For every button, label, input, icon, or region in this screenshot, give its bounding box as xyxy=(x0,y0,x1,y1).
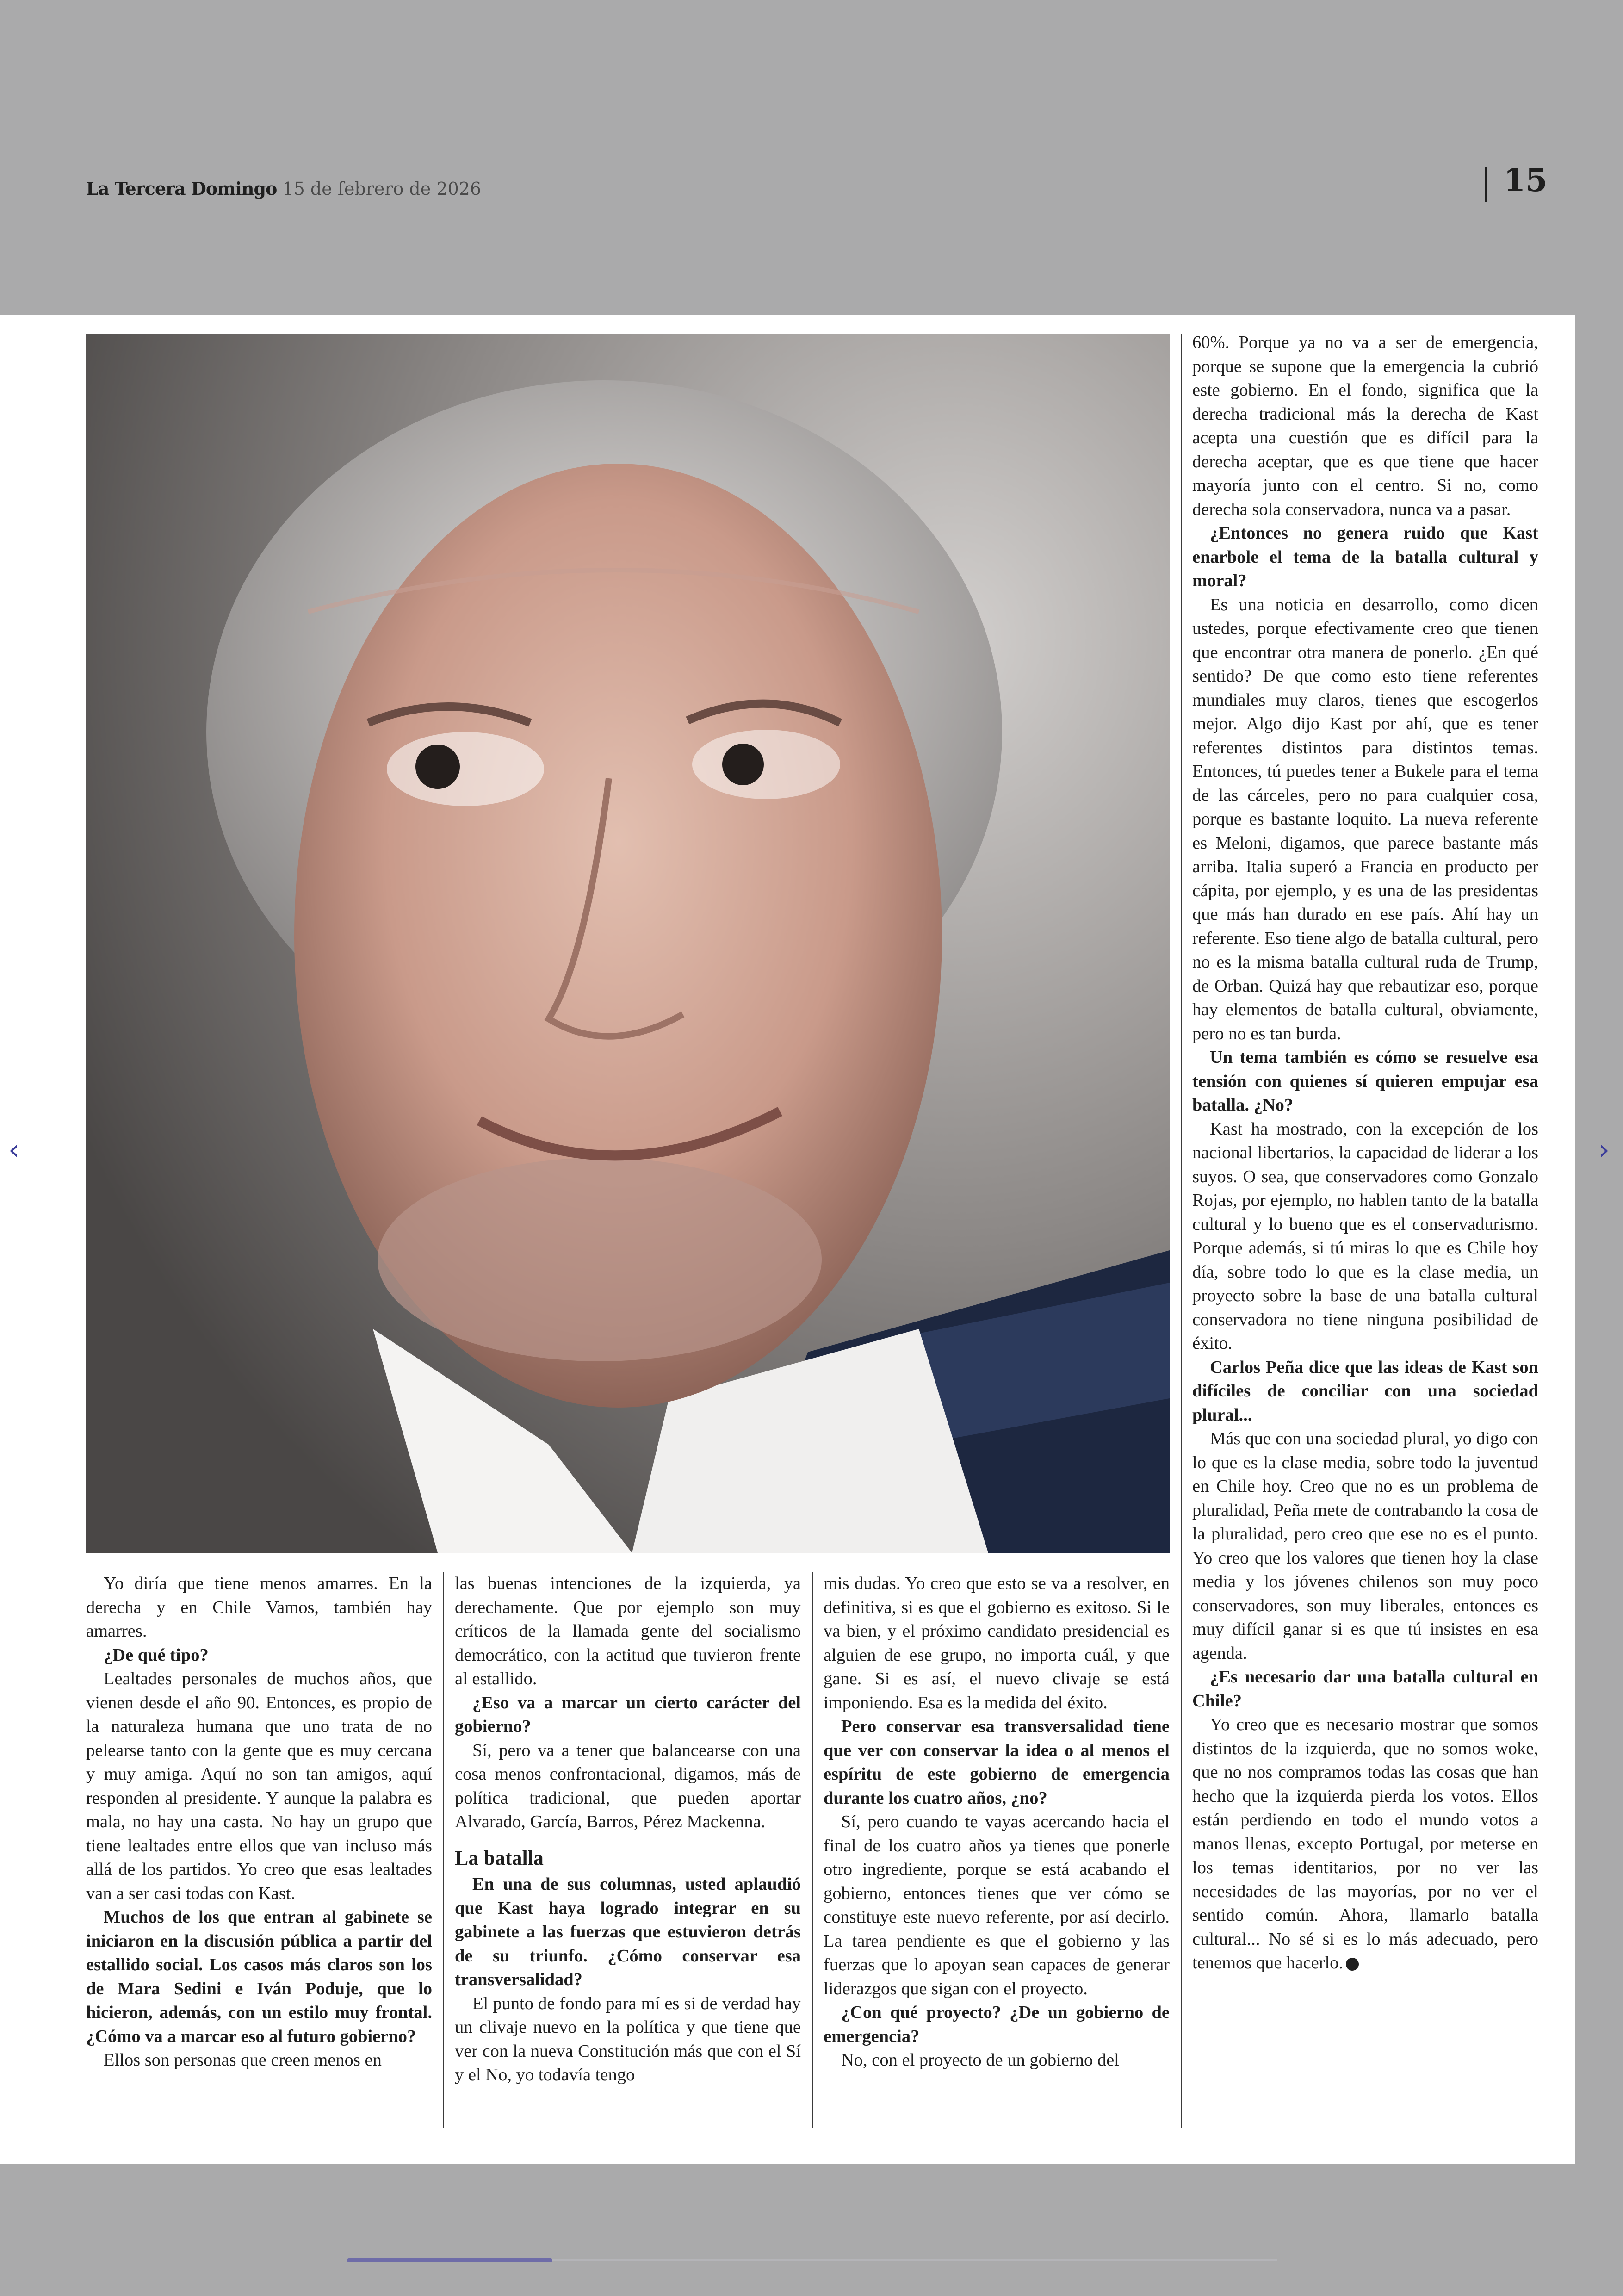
question: Muchos de los que entran al gabinete se iniciaron en la discusión pública a partir del estallido social. Los casos más claros son los de Mara Sedini e Iván Poduje, que lo hicieron, además, con un estilo muy frontal. ¿Cómo va a marcar eso al futuro gobierno? xyxy=(86,1907,432,2046)
column-rule xyxy=(812,1572,813,2128)
paragraph: Ellos son personas que creen menos en xyxy=(104,2050,382,2070)
question: Un tema también es cómo se resuelve esa tensión con quienes sí quieren empujar esa batalla. ¿No? xyxy=(1192,1048,1538,1115)
question: Pero conservar esa transversalidad tiene que ver con conservar la idea o al menos el espíritu de este gobierno de emergencia durante los cuatro años, ¿no? xyxy=(824,1717,1170,1808)
column-rule xyxy=(443,1572,444,2128)
text-column-2 xyxy=(455,1572,801,2127)
publication-line xyxy=(86,178,481,199)
chevron-left-icon[interactable]: ‹ xyxy=(8,1134,19,1166)
paragraph: mis dudas. Yo creo que esto se va a resolver, en definitiva, si es que el gobierno es exitoso. Si le va bien, y el próximo candidato presidencial es alguien de ese grupo, no importa cuál, y que gane. Si es así, el nuevo clivaje se está imponiendo. Esa es la medida del éxito. xyxy=(824,1574,1170,1713)
page-number: 15 xyxy=(1504,162,1548,199)
paragraph: No, con el proyecto de un gobierno del xyxy=(841,2050,1119,2070)
publication-date: 15 de febrero de 2026 xyxy=(282,179,482,199)
question: ¿De qué tipo? xyxy=(104,1645,209,1665)
end-of-article-icon xyxy=(1346,1958,1359,1971)
paragraph: Sí, pero cuando te vayas acercando hacia el final de los cuatro años ya tienes que ponerle otro ingrediente, porque se está acabando el gobierno, entonces tienes que ver cómo se constituye este nuevo referente, por así decirlo. La tarea pendiente es que el gobierno y las fuerzas que lo apoyan sean capaces de generar liderazgos que sigan con el proyecto. xyxy=(824,1812,1170,1998)
paragraph: las buenas intenciones de la izquierda, ya derechamente. Que por ejemplo son muy críticos de la llamada gente del socialismo democrático, con la actitud que tuvieron frente al estallido. xyxy=(455,1574,801,1688)
chevron-right-icon[interactable]: › xyxy=(1598,1134,1610,1166)
question: ¿Es necesario dar una batalla cultural en Chile? xyxy=(1192,1667,1538,1711)
paragraph: Kast ha mostrado, con la excepción de los nacional libertarios, la capacidad de liderar a los suyos. O sea, que conservadores como Gonzalo Rojas, por ejemplo, no hablen tanto de la batalla cultural y lo bueno que es el conservadurismo. Porque además, si tú miras lo que es Chile hoy día, sobre todo lo que es la clase media, un proyecto sobre la base de una batalla cultural conservadora no tiene ninguna posibilidad de éxito. xyxy=(1192,1119,1538,1353)
reading-progress-fill[interactable] xyxy=(347,2258,552,2262)
viewer-header xyxy=(0,0,1623,315)
paragraph xyxy=(1192,1713,1538,1975)
paragraph: Es una noticia en desarrollo, como dicen ustedes, porque efectivamente creo que tienen que encontrar otra manera de ponerlo. ¿En qué sentido? De que como esto tiene referentes mundiales muy claros, tienes que escogerlos mejor. Algo dijo Kast por ahí, que es tener referentes distintos para distintos temas. Entonces, tú puedes tener a Bukele para el tema de las cárceles, pero no para cualquier cosa, porque es bastante loquito. La nueva referente es Meloni, digamos, que parece bastante más arriba. Italia superó a Francia en producto per cápita, por ejemplo, y es una de las presidentas que más han durado en ese país. Ahí hay un referente. Eso tiene algo de batalla cultural, pero no es la misma batalla cultural ruda de Trump, de Orban. Quizá hay que rebautizar eso, porque hay elementos de batalla cultural, obviamente, pero no es tan burda. xyxy=(1192,595,1538,1043)
column-rule xyxy=(1181,334,1182,2128)
text-column-1 xyxy=(86,1572,432,2127)
question: ¿Con qué proyecto? ¿De un gobierno de emergencia? xyxy=(824,2003,1170,2046)
closing-paragraph-text: Yo creo que es necesario mostrar que somos distintos de la izquierda, que no somos woke, que no nos compramos todas las cosas que han hecho que la izquierda pierda los votos. Ellos están perdiendo en todo el mundo votos a manos llenas, excepto Portugal, por meterse en los temas identitarios, por no ver las necesidades de las mayorías, por no ver el sentido común. Ahora, llamarlo batalla cultural... No sé si es lo más adecuado, pero tenemos que hacerlo. xyxy=(1192,1715,1538,1973)
portrait-photo xyxy=(86,334,1170,1553)
text-column-4 xyxy=(1192,331,1538,2145)
portrait-photo-icon xyxy=(86,334,1170,1553)
question: ¿Eso va a marcar un cierto carácter del gobierno? xyxy=(455,1693,801,1736)
question: ¿Entonces no genera ruido que Kast enarbole el tema de la batalla cultural y moral? xyxy=(1192,523,1538,590)
question: Carlos Peña dice que las ideas de Kast son difíciles de conciliar con una sociedad plural... xyxy=(1192,1357,1538,1425)
question: En una de sus columnas, usted aplaudió que Kast haya logrado integrar en su gabinete a las fuerzas que estuvieron detrás de su triunfo. ¿Cómo conservar esa transversalidad? xyxy=(455,1874,801,1989)
section-heading: La batalla xyxy=(455,1846,544,1869)
header-divider xyxy=(1485,167,1487,202)
paragraph: Lealtades personales de muchos años, que vienen desde el año 90. Entonces, es propio de la naturaleza humana que uno trata de no pelearse tanto con la gente que es muy cercana y muy amiga. Aquí no son tan amigos, aquí responden al presidente. Y aunque la palabra es mala, no hay una casta. No hay un grupo que tiene lealtades entre ellos que van incluso más allá de los partidos. Yo creo que esas lealtades van a ser casi todas con Kast. xyxy=(86,1669,432,1903)
publication-name: La Tercera Domingo xyxy=(86,178,277,199)
paragraph: El punto de fondo para mí es si de verdad hay un clivaje nuevo en la política y que tiene que ver con la nueva Constitución más que con el Sí y el No, yo todavía tengo xyxy=(455,1993,801,2085)
paragraph: Sí, pero va a tener que balancearse con una cosa menos confrontacional, digamos, más de política tradicional, que pueden aportar Alvarado, García, Barros, Pérez Mackenna. xyxy=(455,1740,801,1831)
text-column-3 xyxy=(824,1572,1170,2127)
paragraph: Yo diría que tiene menos amarres. En la derecha y en Chile Vamos, también hay amarres. xyxy=(86,1574,432,1641)
paragraph: Más que con una sociedad plural, yo digo con lo que es la clase media, sobre todo la juventud en Chile hoy. Creo que no es un problema de pluralidad, Peña mete de contrabando la cosa de la pluralidad, pero creo que ese no es el punto. Yo creo que los valores que tienen hoy la clase media y los jóvenes chilenos son muy poco conservadores, son muy liberales, entonces es muy difícil ganar si es que tú insistes en esa agenda. xyxy=(1192,1429,1538,1663)
paragraph: 60%. Porque ya no va a ser de emergencia, porque se supone que la emergencia la cubrió este gobierno. En el fondo, significa que la derecha tradicional más la derecha de Kast acepta una cuestión que es difícil para la derecha aceptar, que es que tiene que hacer mayoría junto con el centro. Si no, como derecha sola conservadora, nunca va a pasar. xyxy=(1192,333,1538,519)
